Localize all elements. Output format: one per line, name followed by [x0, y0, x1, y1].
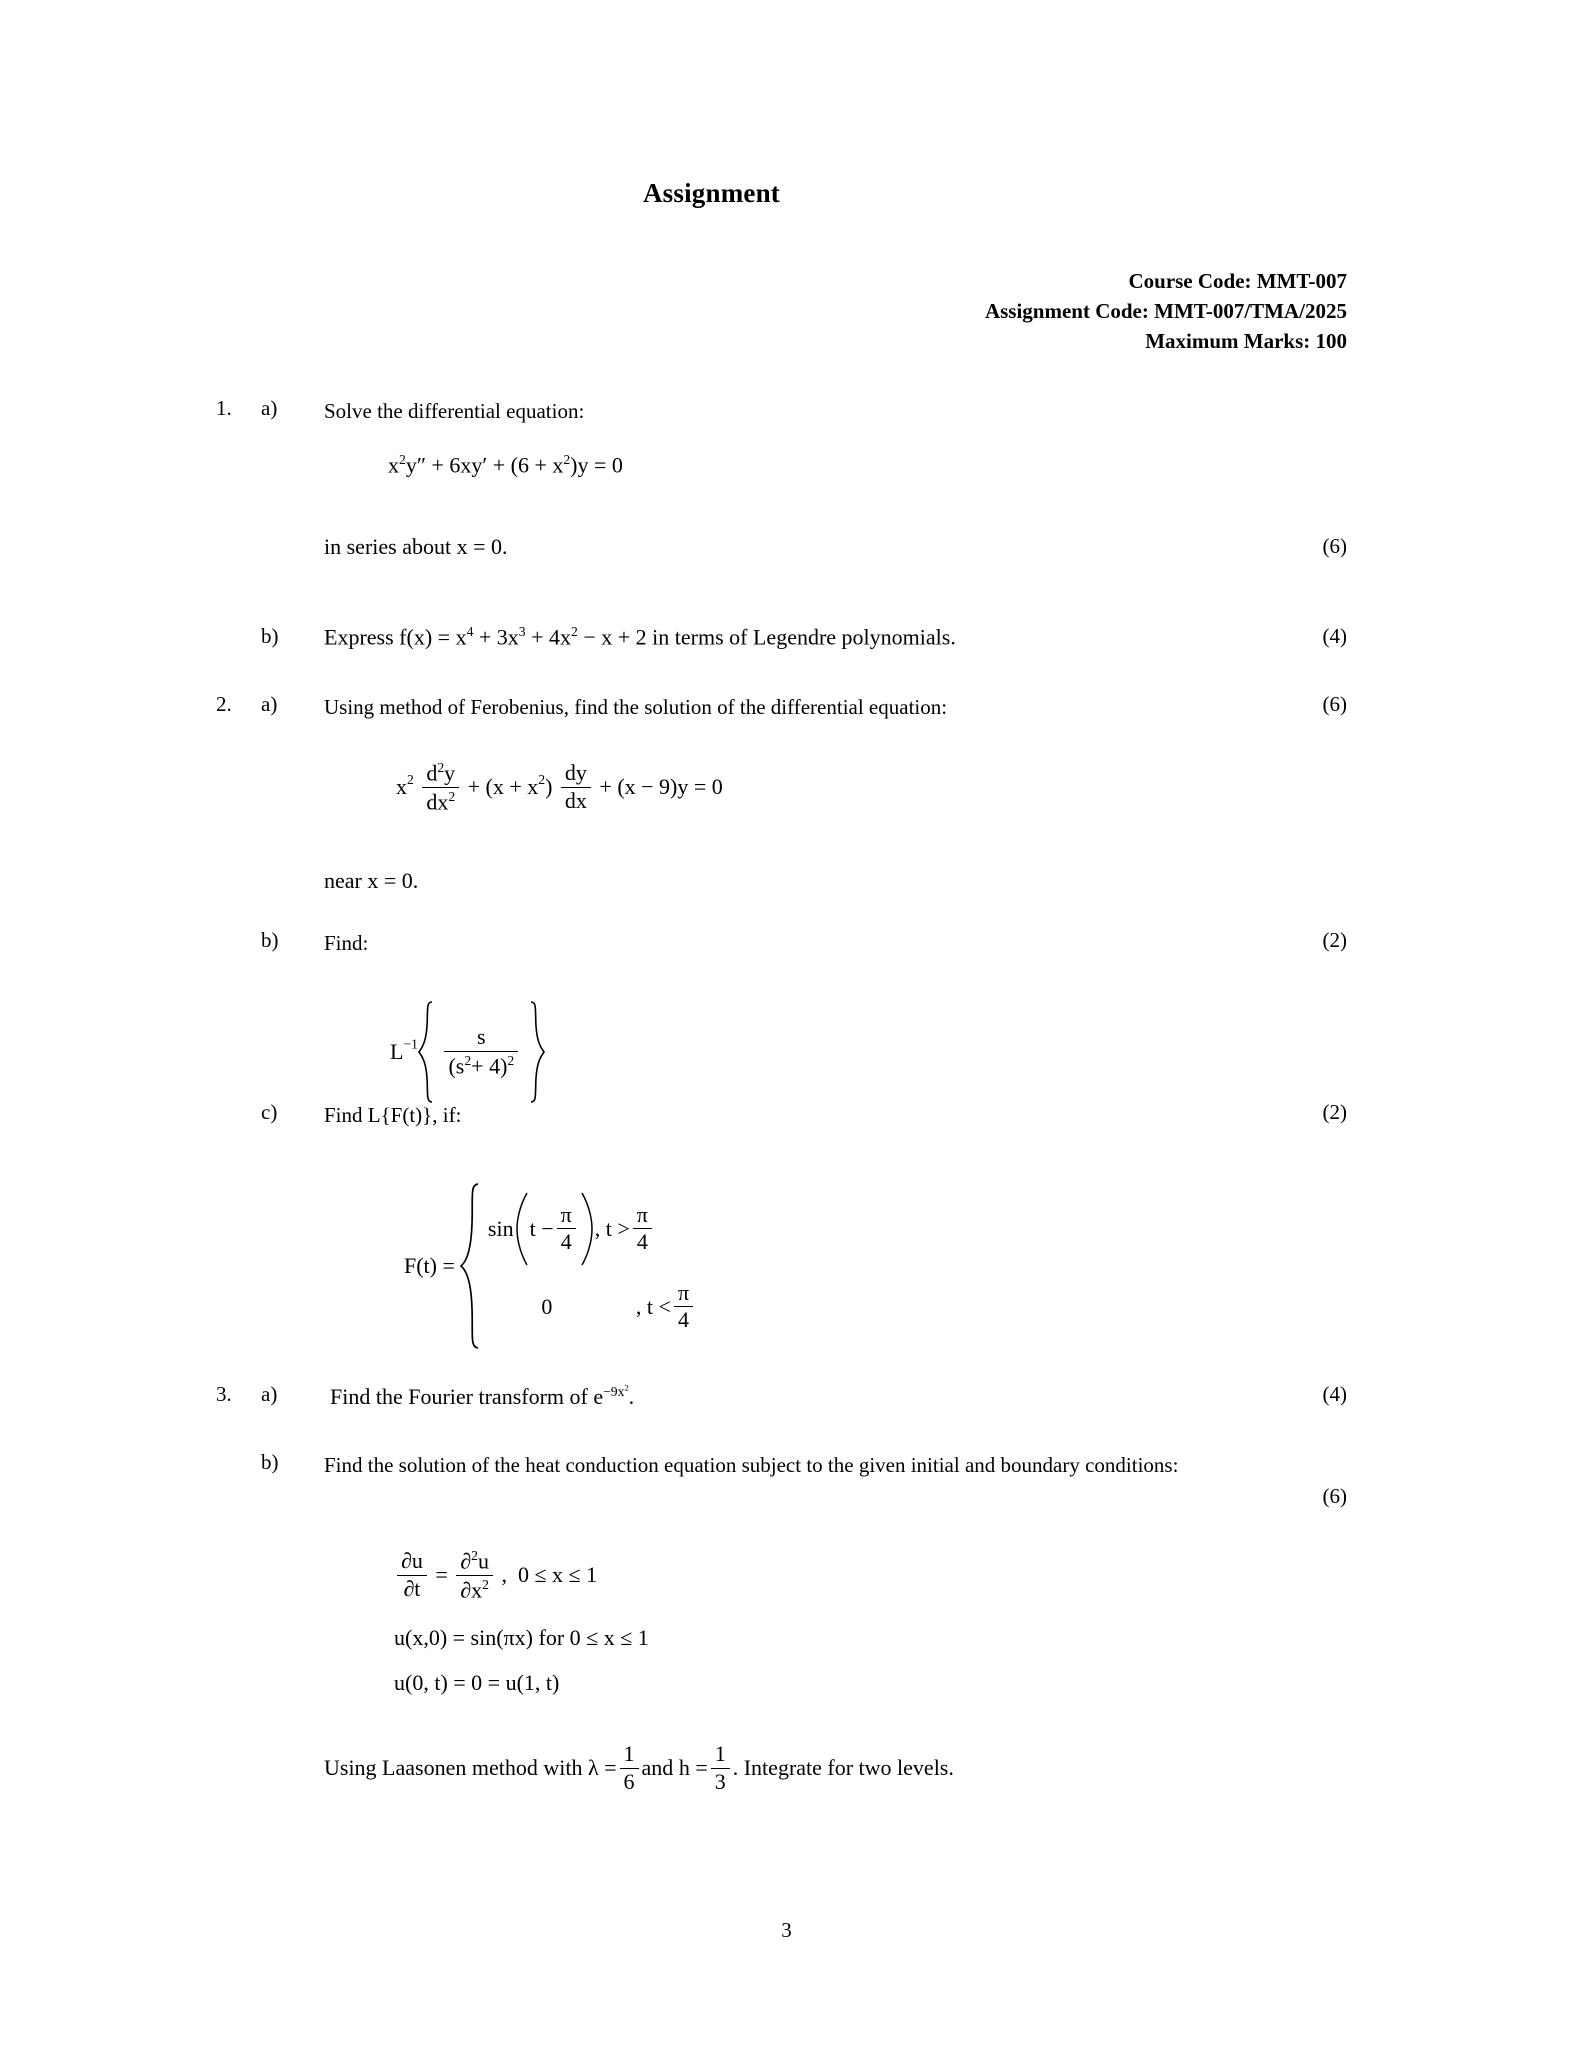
eq2c-zero: 0: [541, 1293, 553, 1319]
eq2c-four: 4: [560, 1229, 572, 1255]
eq1a-term6: + (6 + x: [492, 452, 564, 478]
eq3b-d2p: 2: [471, 1548, 478, 1563]
eq2b-denouter: 2: [507, 1052, 515, 1068]
eq2c-pi-over-4: [557, 1203, 576, 1255]
question-1b-letter: b): [261, 624, 279, 648]
q3a-expo-minus: −9: [603, 1383, 618, 1399]
right-brace-icon: [527, 1000, 545, 1104]
piecewise-body: [488, 1188, 696, 1344]
eq2b-dens: s: [455, 1053, 465, 1079]
piecewise-row-1: [488, 1188, 696, 1266]
eq3b-d2u: ∂: [460, 1548, 472, 1574]
question-1a-letter: a): [261, 396, 278, 420]
question-1-number: 1.: [216, 396, 232, 420]
page-number: [0, 1918, 1583, 1943]
q1b-p1: 4: [466, 624, 474, 639]
closing-lambda: λ =: [587, 1755, 617, 1781]
eq2c-four3: 4: [678, 1307, 689, 1333]
question-2a-text: Using method of Ferobenius, find the solution of the differential equation:: [324, 695, 948, 719]
question-3a-letter: a): [261, 1382, 278, 1406]
eq2a-midp: 2: [538, 772, 546, 788]
eq1a-series-eq: x = 0.: [456, 534, 508, 559]
marks-3b: (6): [1322, 1484, 1347, 1508]
closing-and: and: [641, 1755, 674, 1781]
eq2c-four2: 4: [636, 1229, 648, 1255]
eq3b-num: [456, 1548, 493, 1576]
equation-3b-pde: [394, 1548, 597, 1603]
equation-3b-ic: u(x,0) = sin(πx) for 0 ≤ x ≤ 1: [394, 1625, 649, 1650]
q1b-p3: 2: [571, 624, 578, 639]
eq2b-den: $(s^2+ 4)^2$: [448, 1052, 515, 1079]
eq2a-dnump: 2: [437, 760, 445, 775]
eq2c-pi3: π: [674, 1281, 693, 1308]
piecewise-brace-icon: [460, 1182, 482, 1350]
q1b-lparen: (: [406, 624, 414, 650]
assignment-code: Assignment Code: MMT-007/TMA/2025: [984, 298, 1347, 323]
eq2c-lhs: F(t) =: [404, 1253, 455, 1278]
eq2b-fraction: [444, 1025, 518, 1079]
eq2a-ddenp: 2: [448, 788, 456, 804]
eq3b-du: ∂u: [397, 1549, 427, 1576]
marks-2a: (6): [1322, 692, 1347, 716]
equation-1a: [388, 452, 623, 478]
q1b-equals: =: [437, 624, 451, 650]
eq2a-dnum: d: [426, 760, 438, 786]
eq2a-den: [422, 788, 459, 815]
closing-h-num: 1: [711, 1742, 730, 1769]
eq2b-denrest: + 4: [471, 1053, 501, 1079]
q1b-f: f: [399, 624, 407, 650]
eq1a-term4: + 6xy: [431, 452, 483, 478]
marks-3a: (4): [1322, 1382, 1347, 1406]
q1b-x1: x: [455, 624, 467, 650]
question-1a-text: Solve the differential equation:: [324, 399, 585, 423]
q1b-rparen: ): [424, 624, 433, 650]
eq1a-term2: y: [405, 452, 417, 478]
left-paren-icon: [514, 1191, 530, 1267]
question-3-number: 3.: [216, 1382, 232, 1406]
eq1a-term1: x: [388, 452, 399, 478]
eq1a-series-lead: in series about: [324, 534, 452, 559]
eq2b-denp: 2: [464, 1052, 472, 1068]
eq2c-pi2: π: [633, 1203, 652, 1230]
page-title: [0, 178, 1583, 209]
equation-2a: [396, 760, 723, 815]
equation-2c: [404, 1182, 696, 1350]
eq2b-num: s: [444, 1025, 518, 1052]
eq2a-dy: dy: [561, 761, 591, 788]
closing-h-fraction: [711, 1742, 730, 1794]
eq2a-tail: + (x − 9)y = 0: [599, 774, 723, 800]
q1b-var: x: [413, 624, 425, 650]
eq2c-comma1: ,: [594, 1215, 601, 1241]
closing-lead: Using Laasonen method with: [324, 1755, 583, 1781]
maximum-marks: Maximum Marks: 100: [1145, 328, 1347, 353]
closing-lambda-den: 6: [623, 1768, 635, 1794]
eq3b-d2u-dx2: [456, 1548, 493, 1603]
page-title-text: Assignment: [642, 178, 780, 208]
closing-h: h =: [678, 1755, 708, 1781]
eq2a-d2y-dx2: [422, 760, 459, 815]
marks-1b: (4): [1322, 624, 1347, 648]
eq2a-near-lead: near: [324, 868, 362, 893]
q1b-plus1: + 3x: [478, 624, 519, 650]
closing-h-den: 3: [714, 1768, 726, 1794]
eq2a-dy-dx: [561, 761, 591, 813]
page-number-text: 3: [781, 1918, 792, 1942]
q1b-tail: in terms of Legendre polynomials.: [652, 624, 956, 650]
equation-3b-bc: u(0, t) = 0 = u(1, t): [394, 1670, 560, 1695]
question-2a-letter: a): [261, 692, 278, 716]
eq2a-midc: ): [545, 774, 553, 800]
question-2b-text: Find:: [324, 931, 369, 955]
eq2a-dden: dx: [426, 789, 449, 815]
eq2c-tlt: t <: [646, 1293, 671, 1319]
eq2b-L: L: [390, 1039, 404, 1064]
eq3b-den: [456, 1576, 493, 1603]
q3a-expo-x: x: [617, 1383, 625, 1399]
q1b-p2: 3: [518, 624, 526, 639]
header-meta-block: [0, 267, 1347, 356]
marks-2b: (2): [1322, 928, 1347, 952]
eq2a-num: [422, 760, 459, 788]
eq3b-d2uu: u: [477, 1548, 489, 1574]
eq3b-comma: ,: [501, 1562, 507, 1588]
q1b-lead: Express: [324, 624, 394, 650]
q1b-plus2: + 4x: [531, 624, 572, 650]
q3a-expo-sq: 2: [624, 1382, 629, 1392]
eq3b-dxp: 2: [482, 1576, 489, 1592]
closing-tail: . Integrate for two levels.: [732, 1755, 954, 1781]
equation-2a-near: [324, 868, 418, 894]
equation-2b: [390, 1000, 545, 1104]
right-paren-icon: [579, 1191, 595, 1267]
eq2c-pi-over-4-b: [633, 1203, 652, 1255]
eq2c-sin: sin: [487, 1215, 514, 1241]
question-3b-letter: b): [261, 1450, 279, 1474]
eq1a-sup1: 2: [399, 452, 406, 467]
eq1a-term5: ′: [482, 452, 488, 478]
eq2c-pi: π: [557, 1203, 576, 1230]
question-3b-text: Find the solution of the heat conduction equation subject to the given initial and boundary conditions:: [324, 1453, 1179, 1477]
question-2c-text: Find L{F(t)}, if:: [324, 1103, 462, 1127]
eq2c-comma2: ,: [635, 1293, 642, 1319]
eq2c-pi-over-4-c: [674, 1281, 693, 1333]
question-2b-letter: b): [261, 928, 279, 952]
q3a-lead: Find the Fourier transform of: [330, 1383, 588, 1409]
eq2a-dx: dx: [564, 787, 587, 813]
eq1a-term7: )y = 0: [570, 452, 623, 478]
left-brace-icon: [418, 1000, 436, 1104]
eq2c-t: t −: [529, 1215, 554, 1241]
marks-2c: (2): [1322, 1100, 1347, 1124]
eq2a-mid: + (x + x: [467, 774, 539, 800]
question-2c-letter: c): [261, 1100, 278, 1124]
eq2b-inv: −1: [403, 1036, 418, 1052]
eq1a-sup2: 2: [563, 452, 571, 467]
eq3b-du-dt: [397, 1549, 427, 1601]
eq2a-near-eq: x = 0.: [367, 868, 419, 893]
q1b-rest: − x + 2: [583, 624, 647, 650]
eq3b-range: 0 ≤ x ≤ 1: [517, 1562, 598, 1588]
marks-1a: (6): [1322, 534, 1347, 558]
eq1a-term3: ″: [416, 452, 426, 478]
eq2c-tgt: t >: [605, 1215, 630, 1241]
eq3b-dx: ∂x: [460, 1577, 483, 1603]
question-2-number: 2.: [216, 692, 232, 716]
eq2a-dnumy: y: [444, 760, 456, 786]
course-code: Course Code: MMT-007: [1128, 269, 1347, 293]
eq3b-dt: ∂t: [403, 1575, 421, 1601]
eq3b-equals: =: [435, 1562, 448, 1588]
closing-lambda-fraction: [620, 1742, 639, 1794]
eq2a-xp: 2: [407, 772, 414, 788]
closing-lambda-num: 1: [620, 1742, 639, 1769]
q3a-e: e: [593, 1383, 604, 1409]
eq2a-x: x: [396, 774, 407, 800]
piecewise-row-2: [488, 1266, 696, 1344]
q3a-period: .: [628, 1383, 635, 1409]
equation-3b-closing: [324, 1742, 954, 1794]
